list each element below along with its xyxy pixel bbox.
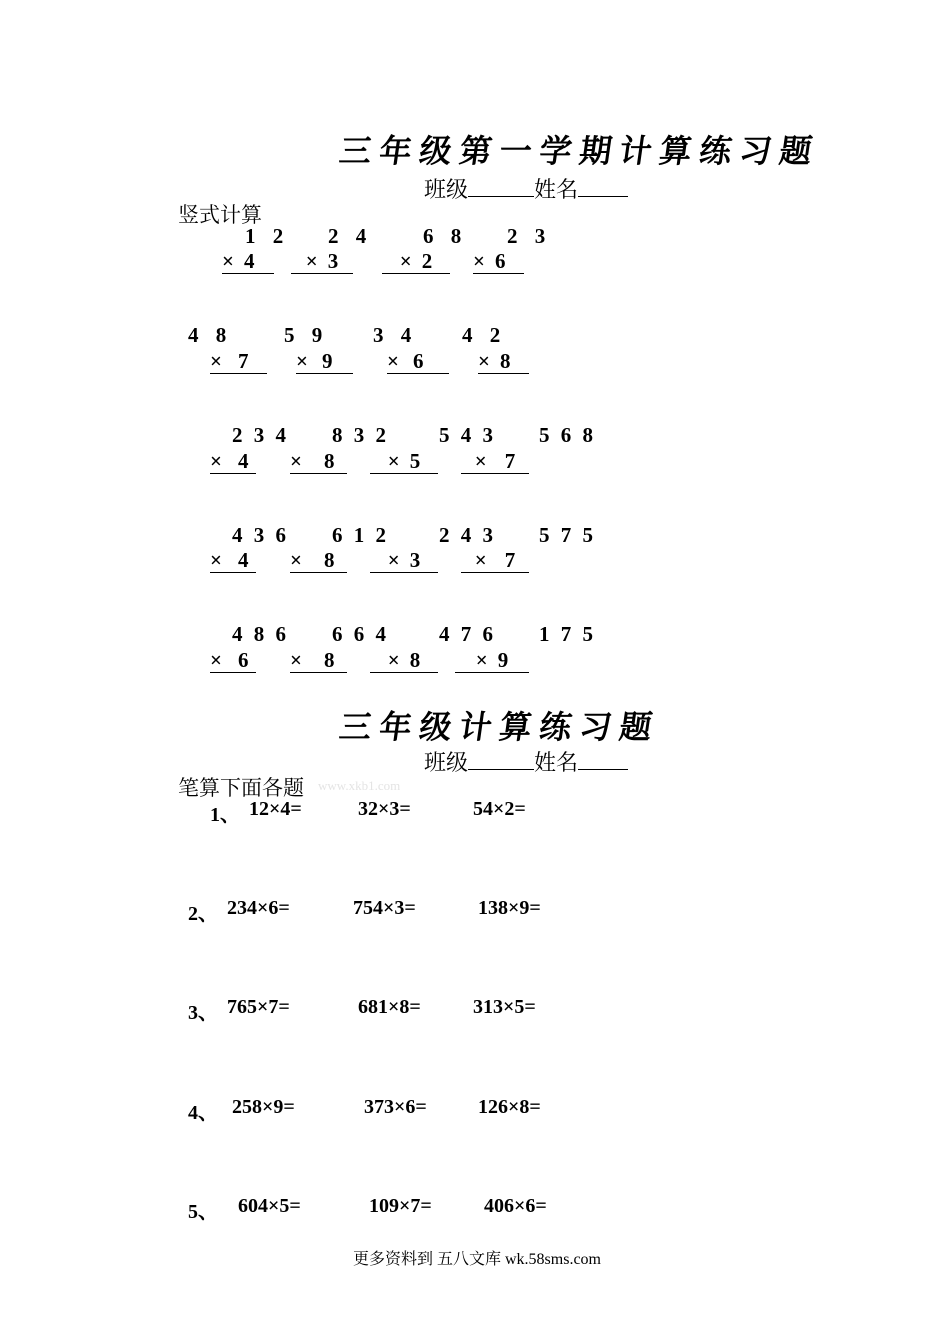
sheet2-title: 三年级计算练习题: [337, 708, 663, 746]
times-sign: ×: [387, 449, 400, 473]
times-sign: ×: [475, 648, 488, 672]
vertical-problem-multiplier: [222, 249, 274, 274]
vertical-problem-top: 5 4 3: [439, 423, 496, 447]
times-sign: ×: [473, 249, 485, 273]
written-problem: 406×6=: [484, 1195, 547, 1217]
vertical-problem-multiplier: [370, 648, 438, 673]
name-label: 姓名: [534, 750, 579, 775]
vertical-problem-multiplier: [210, 449, 256, 474]
vertical-problem-top: 5 7 5: [539, 523, 596, 547]
footer-text: 更多资料到 五八文库 wk.58sms.com: [353, 1251, 602, 1268]
vertical-problem-multiplier: [210, 648, 256, 673]
written-problem: 54×2=: [473, 798, 526, 820]
written-problem: 313×5=: [473, 996, 536, 1018]
multiplier-digit: 7: [237, 349, 249, 373]
written-problem: 234×6=: [227, 897, 290, 919]
vertical-problem-multiplier: [478, 349, 529, 374]
vertical-problem-top: 2 4 3: [439, 523, 496, 547]
times-sign: ×: [474, 548, 487, 572]
vertical-problem-top: 6 6 4: [332, 622, 389, 646]
times-sign: ×: [290, 548, 302, 572]
multiplier-digit: 2: [421, 249, 433, 273]
written-problem: 754×3=: [353, 897, 416, 919]
written-problem: 765×7=: [227, 996, 290, 1018]
times-sign: ×: [222, 249, 234, 273]
multiplier-digit: 8: [323, 449, 335, 473]
multiplier-digit: 3: [327, 249, 339, 273]
written-problem: 109×7=: [369, 1195, 432, 1217]
vertical-problem-top: 1 7 5: [539, 622, 596, 646]
times-sign: ×: [210, 648, 222, 672]
written-problem: 12×4=: [249, 798, 302, 820]
times-sign: ×: [305, 249, 318, 273]
vertical-problem-top: 4 8 6: [232, 622, 289, 646]
written-problem: 126×8=: [478, 1096, 541, 1118]
vertical-problem-top: 1 2: [245, 224, 290, 248]
vertical-problem-top: 5 9: [284, 323, 329, 347]
vertical-problem-multiplier: [210, 349, 267, 374]
multiplier-digit: 6: [494, 249, 506, 273]
vertical-problem-top: 5 6 8: [539, 423, 596, 447]
vertical-problem-top: 2 3 4: [232, 423, 289, 447]
vertical-problem-multiplier: [210, 548, 256, 573]
times-sign: ×: [210, 349, 222, 373]
multiplier-digit: 7: [504, 449, 516, 473]
problem-index: 1、: [210, 804, 240, 826]
sheet1-title: 三年级第一学期计算练习题: [337, 132, 823, 170]
multiplier-digit: 8: [323, 648, 335, 672]
multiplier-digit: 6: [412, 349, 424, 373]
vertical-problem-top: 4 3 6: [232, 523, 289, 547]
name-blank: [578, 751, 628, 770]
vertical-problem-multiplier: [461, 449, 529, 474]
problem-index: 2、: [188, 903, 218, 925]
vertical-problem-multiplier: [370, 548, 438, 573]
problem-index: 5、: [188, 1201, 218, 1223]
vertical-problem-top: 6 1 2: [332, 523, 389, 547]
multiplier-digit: 9: [321, 349, 333, 373]
vertical-problem-top: 2 4: [328, 224, 373, 248]
times-sign: ×: [290, 648, 302, 672]
vertical-problem-top: 4 2: [462, 323, 507, 347]
multiplier-digit: 6: [237, 648, 249, 672]
multiplier-digit: 5: [409, 449, 421, 473]
vertical-problem-multiplier: [291, 249, 353, 274]
times-sign: ×: [387, 349, 399, 373]
written-problem: 138×9=: [478, 897, 541, 919]
class-blank: [468, 178, 534, 197]
vertical-problem-multiplier: [382, 249, 450, 274]
written-problem: 373×6=: [364, 1096, 427, 1118]
class-label: 班级: [424, 750, 469, 775]
times-sign: ×: [474, 449, 487, 473]
vertical-problem-multiplier: [290, 548, 347, 573]
multiplier-digit: 8: [323, 548, 335, 572]
times-sign: ×: [399, 249, 412, 273]
vertical-problem-multiplier: [370, 449, 438, 474]
class-label: 班级: [424, 177, 469, 202]
vertical-problem-top: 3 4: [373, 323, 418, 347]
watermark-text: www.xkb1.com: [318, 778, 401, 793]
times-sign: ×: [387, 648, 400, 672]
times-sign: ×: [387, 548, 400, 572]
vertical-problem-top: 2 3: [507, 224, 552, 248]
multiplier-digit: 9: [497, 648, 509, 672]
name-blank: [578, 178, 628, 197]
vertical-problem-multiplier: [461, 548, 529, 573]
class-blank: [468, 751, 534, 770]
vertical-problem-multiplier: [296, 349, 353, 374]
vertical-problem-top: 4 7 6: [439, 622, 496, 646]
vertical-problem-multiplier: [290, 449, 347, 474]
written-problem: 258×9=: [232, 1096, 295, 1118]
multiplier-digit: 4: [237, 449, 249, 473]
times-sign: ×: [296, 349, 308, 373]
written-problem: 604×5=: [238, 1195, 301, 1217]
vertical-problem-top: 8 3 2: [332, 423, 389, 447]
times-sign: ×: [210, 449, 222, 473]
multiplier-digit: 3: [409, 548, 421, 572]
problem-index: 4、: [188, 1102, 218, 1124]
times-sign: ×: [290, 449, 302, 473]
multiplier-digit: 8: [409, 648, 421, 672]
vertical-problem-top: 6 8: [423, 224, 468, 248]
multiplier-digit: 4: [243, 249, 255, 273]
name-label: 姓名: [534, 177, 579, 202]
times-sign: ×: [210, 548, 222, 572]
written-problem: 681×8=: [358, 996, 421, 1018]
multiplier-digit: 4: [237, 548, 249, 572]
multiplier-digit: 8: [499, 349, 511, 373]
written-problem: 32×3=: [358, 798, 411, 820]
vertical-problem-top: 4 8: [188, 323, 233, 347]
sheet1-class-name-line: [424, 173, 628, 204]
vertical-problem-multiplier: [455, 648, 529, 673]
problem-index: 3、: [188, 1002, 218, 1024]
vertical-problem-multiplier: [290, 648, 347, 673]
times-sign: ×: [478, 349, 490, 373]
vertical-problem-multiplier: [387, 349, 449, 374]
sheet1-section-label: 竖式计算: [178, 203, 262, 227]
vertical-problem-multiplier: [473, 249, 524, 274]
sheet2-class-name-line: [424, 746, 628, 777]
multiplier-digit: 7: [504, 548, 516, 572]
sheet2-section-label: 笔算下面各题: [178, 776, 304, 800]
